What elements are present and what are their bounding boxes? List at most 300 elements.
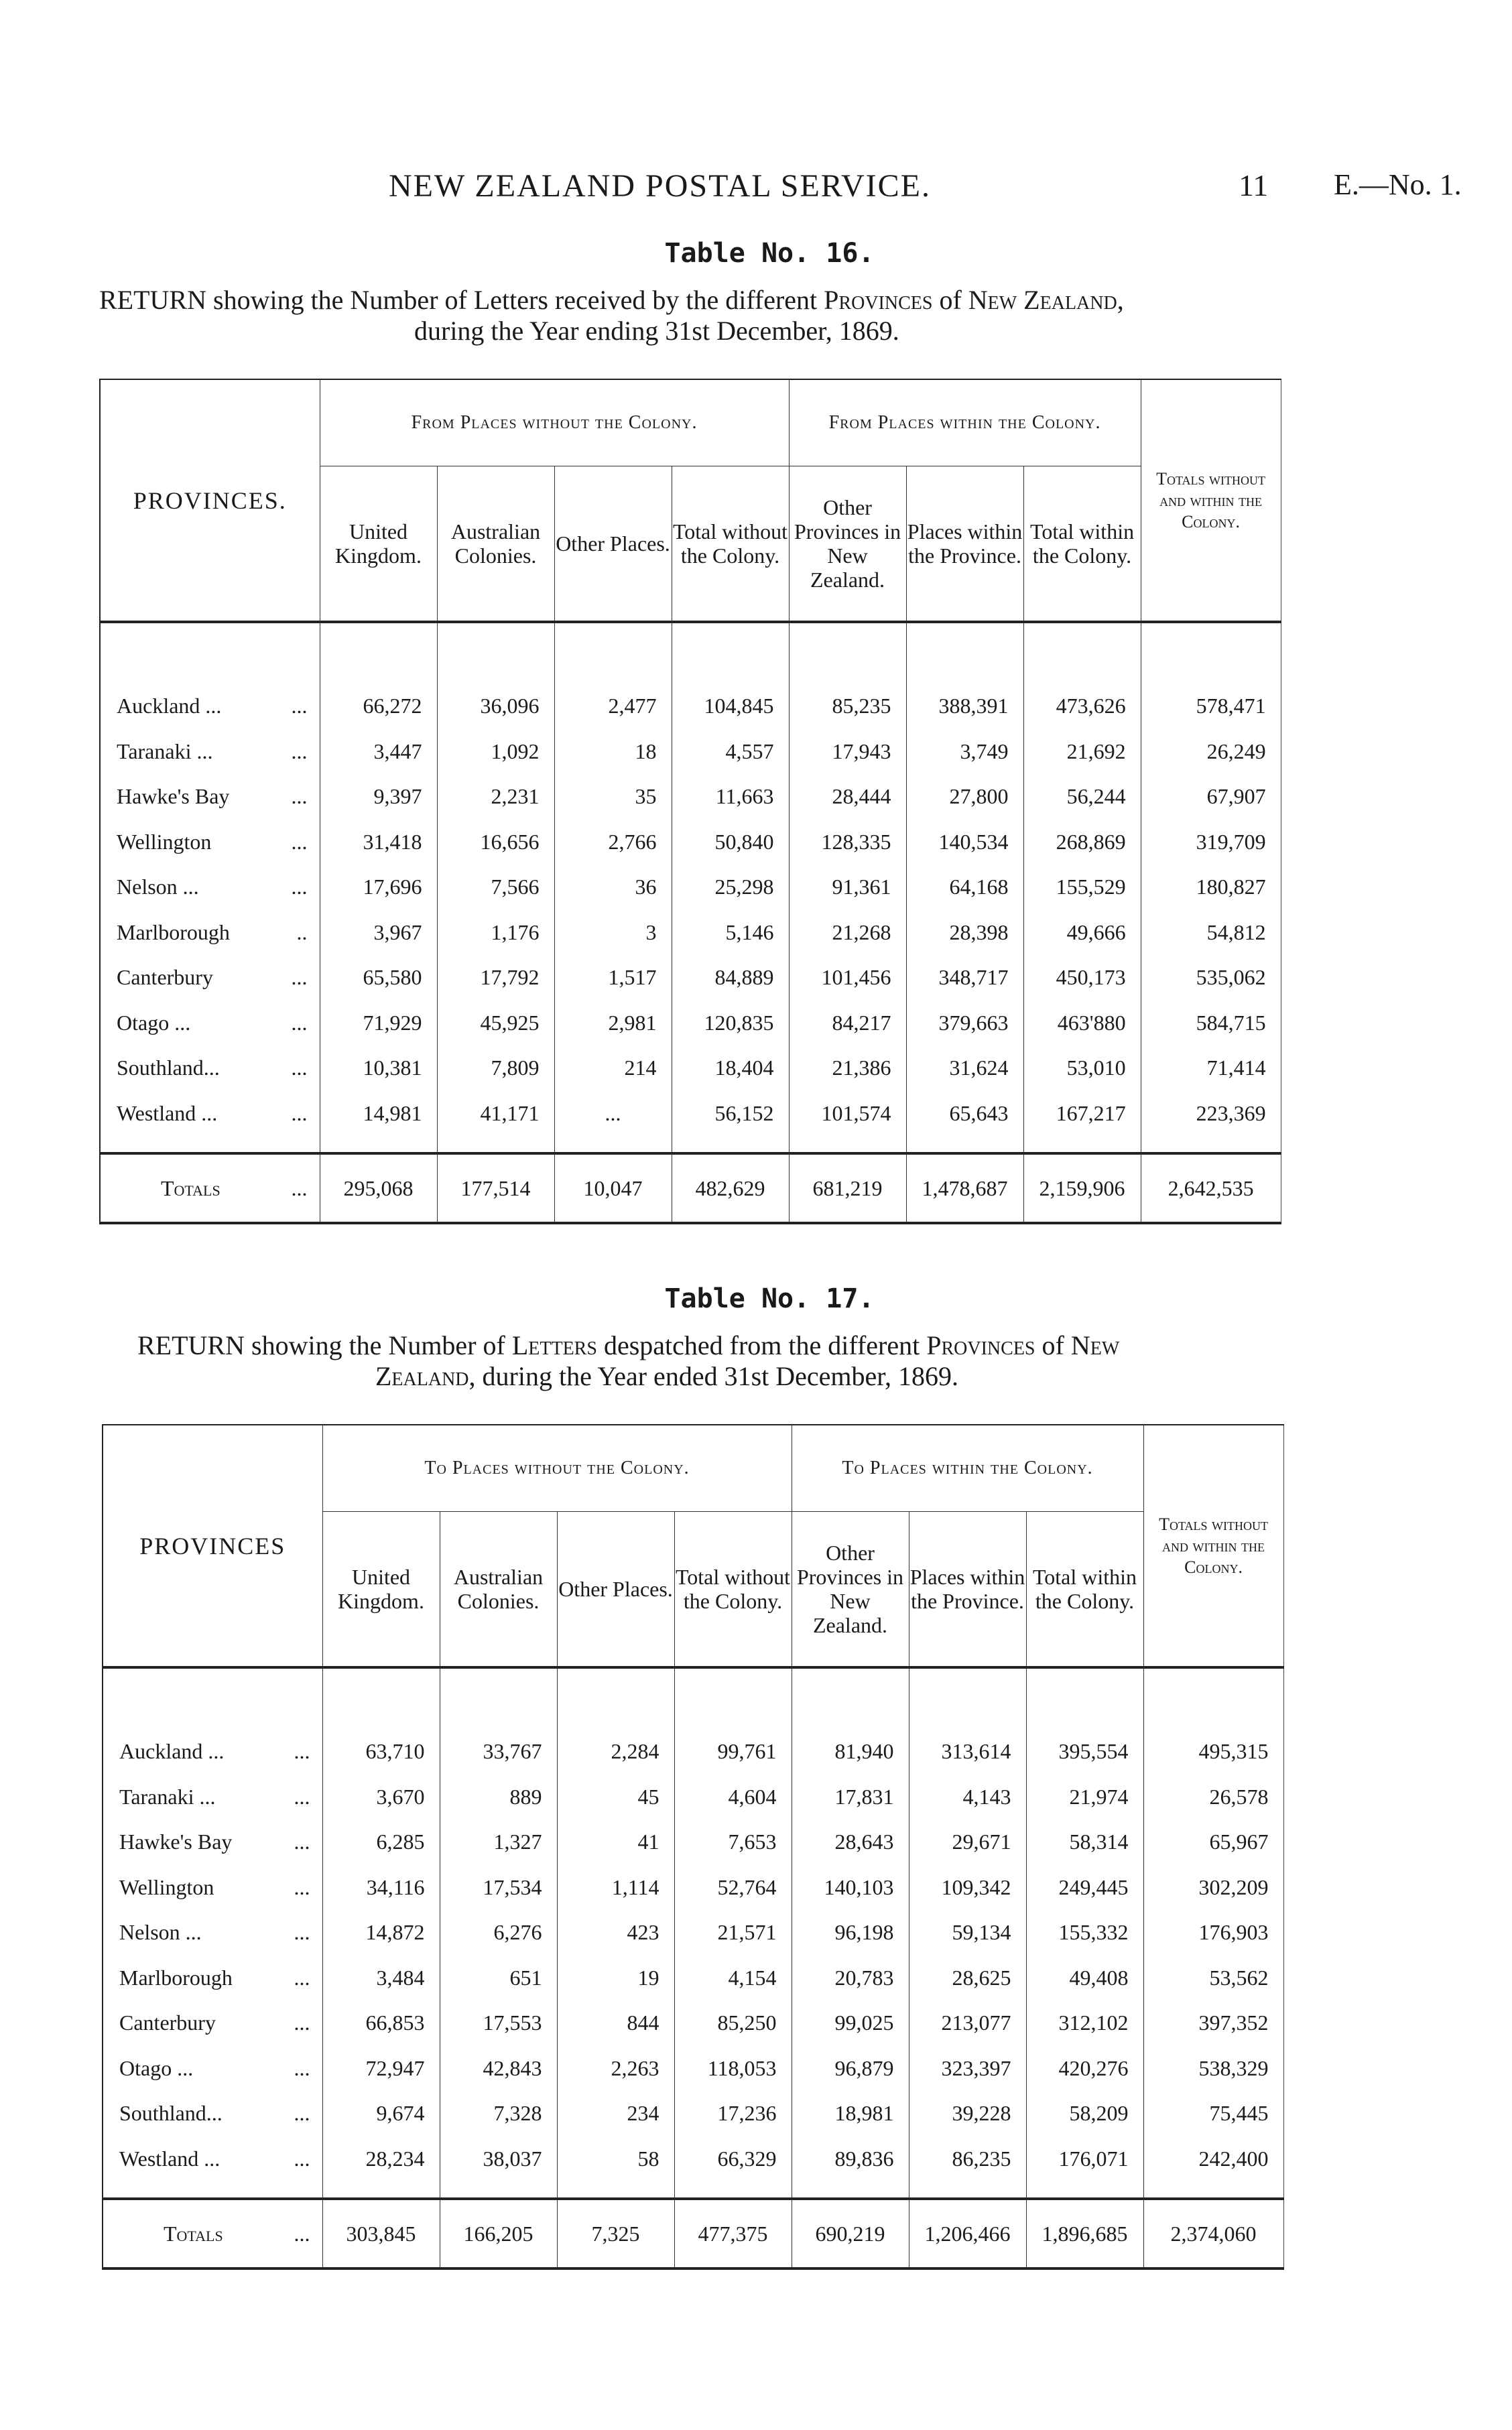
value-cell: 118,053 bbox=[674, 2046, 792, 2092]
value-cell: 176,071 bbox=[1026, 2136, 1143, 2182]
value-cell: 21,268 bbox=[789, 910, 906, 956]
province-name-cell bbox=[100, 684, 320, 729]
value-cell: 473,626 bbox=[1023, 684, 1141, 729]
value-cell: 101,456 bbox=[789, 955, 906, 1001]
col-header-united-kingdom: United Kingdom. bbox=[320, 466, 437, 623]
value-cell: 3,447 bbox=[320, 729, 437, 775]
value-cell: 2,231 bbox=[437, 774, 554, 820]
leader-dots: ... bbox=[291, 694, 308, 718]
value-cell: 6,285 bbox=[322, 1819, 440, 1865]
value-cell: 84,889 bbox=[672, 955, 789, 1001]
province-name: Taranaki ... bbox=[119, 1784, 216, 1809]
leader-dots: ... bbox=[294, 1784, 310, 1809]
value-cell: 3,749 bbox=[906, 729, 1023, 775]
provinces-header: PROVINCES. bbox=[133, 487, 287, 514]
table-row bbox=[103, 2000, 1283, 2046]
table-row bbox=[103, 1865, 1283, 1911]
total-value-cell: 2,374,060 bbox=[1143, 2199, 1283, 2268]
value-cell: 120,835 bbox=[672, 1001, 789, 1046]
value-cell: 2,477 bbox=[554, 684, 672, 729]
value-cell: 96,879 bbox=[792, 2046, 909, 2092]
value-cell: 71,414 bbox=[1141, 1045, 1281, 1091]
value-cell: 33,767 bbox=[440, 1729, 557, 1775]
table-row bbox=[100, 1045, 1281, 1091]
value-cell: 28,234 bbox=[322, 2136, 440, 2182]
table-row bbox=[103, 1910, 1283, 1956]
table-row bbox=[100, 910, 1281, 956]
leader-dots: ... bbox=[294, 1874, 310, 1899]
value-cell: 18,981 bbox=[792, 2091, 909, 2136]
table-row bbox=[100, 1001, 1281, 1046]
col-header-places-within-province: Places within the Province. bbox=[906, 466, 1023, 623]
value-cell: 3,484 bbox=[322, 1956, 440, 2001]
value-cell: 18 bbox=[554, 729, 672, 775]
col-header-australian-colonies: Australian Colonies. bbox=[440, 1512, 557, 1668]
value-cell: 214 bbox=[554, 1045, 672, 1091]
caption-line-1: RETURN showing the Number of Letters received by the different Provinces of New Zealand, bbox=[99, 285, 1124, 315]
province-name-cell bbox=[103, 1819, 322, 1865]
value-cell: 66,329 bbox=[674, 2136, 792, 2182]
value-cell: 65,643 bbox=[906, 1091, 1023, 1137]
value-cell: 56,244 bbox=[1023, 774, 1141, 820]
page-number: 11 bbox=[1239, 168, 1269, 202]
value-cell: 99,025 bbox=[792, 2000, 909, 2046]
value-cell: 85,235 bbox=[789, 684, 906, 729]
table-row bbox=[103, 2046, 1283, 2092]
province-name-cell bbox=[100, 865, 320, 910]
col-header-total-within: Total within the Colony. bbox=[1026, 1512, 1143, 1668]
group-header-without: To Places without the Colony. bbox=[322, 1425, 792, 1512]
value-cell: 323,397 bbox=[909, 2046, 1026, 2092]
province-name: Wellington bbox=[119, 1874, 214, 1899]
value-cell: 7,328 bbox=[440, 2091, 557, 2136]
value-cell: 9,397 bbox=[320, 774, 437, 820]
value-cell: 58,209 bbox=[1026, 2091, 1143, 2136]
value-cell: 538,329 bbox=[1143, 2046, 1283, 2092]
leader-dots: ... bbox=[291, 875, 308, 899]
province-name-cell bbox=[100, 910, 320, 956]
value-cell: 17,792 bbox=[437, 955, 554, 1001]
value-cell: 180,827 bbox=[1141, 865, 1281, 910]
value-cell: 91,361 bbox=[789, 865, 906, 910]
province-name-cell bbox=[100, 1045, 320, 1091]
leader-dots: ... bbox=[294, 2101, 310, 2126]
value-cell: 81,940 bbox=[792, 1729, 909, 1775]
value-cell: 36 bbox=[554, 865, 672, 910]
value-cell: 388,391 bbox=[906, 684, 1023, 729]
value-cell: 28,444 bbox=[789, 774, 906, 820]
table-row bbox=[103, 1956, 1283, 2001]
province-name: Wellington bbox=[117, 829, 212, 854]
value-cell: 45 bbox=[557, 1775, 674, 1820]
province-name: Southland... bbox=[117, 1056, 220, 1080]
province-name: Westland ... bbox=[117, 1100, 218, 1125]
leader-dots: ... bbox=[294, 2010, 310, 2035]
group-header-within: From Places within the Colony. bbox=[789, 379, 1141, 466]
value-cell: ... bbox=[554, 1091, 672, 1137]
table-17-body bbox=[103, 1667, 1283, 2268]
leader-dots: ... bbox=[291, 1175, 308, 1200]
province-name-cell bbox=[103, 1910, 322, 1956]
value-cell: 49,408 bbox=[1026, 1956, 1143, 2001]
value-cell: 397,352 bbox=[1143, 2000, 1283, 2046]
province-name-cell bbox=[103, 2000, 322, 2046]
total-value-cell: 7,325 bbox=[557, 2199, 674, 2268]
value-cell: 28,398 bbox=[906, 910, 1023, 956]
leader-dots: ... bbox=[291, 739, 308, 763]
value-cell: 59,134 bbox=[909, 1910, 1026, 1956]
province-name-cell bbox=[103, 1729, 322, 1775]
document-reference: E.—No. 1. bbox=[1334, 168, 1462, 201]
value-cell: 2,981 bbox=[554, 1001, 672, 1046]
table-row bbox=[100, 729, 1281, 775]
province-name: Auckland ... bbox=[119, 1739, 225, 1764]
col-header-other-places: Other Places. bbox=[554, 466, 672, 623]
value-cell: 423 bbox=[557, 1910, 674, 1956]
value-cell: 302,209 bbox=[1143, 1865, 1283, 1911]
value-cell: 21,386 bbox=[789, 1045, 906, 1091]
value-cell: 67,907 bbox=[1141, 774, 1281, 820]
value-cell: 889 bbox=[440, 1775, 557, 1820]
leader-dots: ... bbox=[291, 829, 308, 854]
leader-dots: ... bbox=[294, 2146, 310, 2171]
value-cell: 89,836 bbox=[792, 2136, 909, 2182]
totals-row bbox=[100, 1153, 1281, 1223]
value-cell: 65,967 bbox=[1143, 1819, 1283, 1865]
value-cell: 10,381 bbox=[320, 1045, 437, 1091]
province-name-cell bbox=[100, 729, 320, 775]
value-cell: 109,342 bbox=[909, 1865, 1026, 1911]
value-cell: 19 bbox=[557, 1956, 674, 2001]
value-cell: 450,173 bbox=[1023, 955, 1141, 1001]
leader-dots: ... bbox=[294, 1920, 310, 1945]
province-name: Hawke's Bay bbox=[117, 784, 230, 809]
value-cell: 584,715 bbox=[1141, 1001, 1281, 1046]
value-cell: 312,102 bbox=[1026, 2000, 1143, 2046]
value-cell: 578,471 bbox=[1141, 684, 1281, 729]
col-header-other-provinces: Other Provinces in New Zealand. bbox=[792, 1512, 909, 1668]
value-cell: 29,671 bbox=[909, 1819, 1026, 1865]
value-cell: 63,710 bbox=[322, 1729, 440, 1775]
value-cell: 463'880 bbox=[1023, 1001, 1141, 1046]
col-header-total-without: Total without the Colony. bbox=[672, 466, 789, 623]
province-name-cell bbox=[100, 1001, 320, 1046]
value-cell: 96,198 bbox=[792, 1910, 909, 1956]
value-cell: 268,869 bbox=[1023, 820, 1141, 865]
col-header-australian-colonies: Australian Colonies. bbox=[437, 466, 554, 623]
totals-label: Totals bbox=[164, 2221, 223, 2246]
col-header-total-within: Total within the Colony. bbox=[1023, 466, 1141, 623]
value-cell: 28,643 bbox=[792, 1819, 909, 1865]
col-header-places-within-province: Places within the Province. bbox=[909, 1512, 1026, 1668]
province-name: Westland ... bbox=[119, 2146, 220, 2171]
value-cell: 56,152 bbox=[672, 1091, 789, 1137]
value-cell: 21,692 bbox=[1023, 729, 1141, 775]
value-cell: 17,534 bbox=[440, 1865, 557, 1911]
value-cell: 4,604 bbox=[674, 1775, 792, 1820]
province-name-cell bbox=[103, 1775, 322, 1820]
value-cell: 17,553 bbox=[440, 2000, 557, 2046]
group-header-within: To Places within the Colony. bbox=[792, 1425, 1143, 1512]
value-cell: 7,566 bbox=[437, 865, 554, 910]
total-value-cell: 295,068 bbox=[320, 1153, 437, 1223]
value-cell: 155,529 bbox=[1023, 865, 1141, 910]
value-cell: 395,554 bbox=[1026, 1729, 1143, 1775]
province-name-cell bbox=[103, 1956, 322, 2001]
province-name-cell bbox=[100, 955, 320, 1001]
value-cell: 155,332 bbox=[1026, 1910, 1143, 1956]
totals-label-cell bbox=[100, 1153, 320, 1223]
value-cell: 140,534 bbox=[906, 820, 1023, 865]
province-name-cell bbox=[103, 2091, 322, 2136]
table-16 bbox=[99, 379, 1281, 1224]
value-cell: 319,709 bbox=[1141, 820, 1281, 865]
totals-label: Totals bbox=[161, 1175, 220, 1200]
value-cell: 3 bbox=[554, 910, 672, 956]
value-cell: 1,327 bbox=[440, 1819, 557, 1865]
total-value-cell: 1,478,687 bbox=[906, 1153, 1023, 1223]
value-cell: 101,574 bbox=[789, 1091, 906, 1137]
leader-dots: ... bbox=[294, 2221, 310, 2246]
col-header-other-provinces: Other Provinces in New Zealand. bbox=[789, 466, 906, 623]
totals-column-header: Totals without and within the Colony. bbox=[1141, 379, 1281, 622]
value-cell: 128,335 bbox=[789, 820, 906, 865]
total-value-cell: 1,206,466 bbox=[909, 2199, 1026, 2268]
leader-dots: .. bbox=[296, 919, 308, 944]
value-cell: 58,314 bbox=[1026, 1819, 1143, 1865]
province-name-cell bbox=[103, 2046, 322, 2092]
value-cell: 6,276 bbox=[440, 1910, 557, 1956]
value-cell: 25,298 bbox=[672, 865, 789, 910]
province-name: Otago ... bbox=[117, 1010, 191, 1035]
value-cell: 9,674 bbox=[322, 2091, 440, 2136]
table-16-body bbox=[100, 622, 1281, 1223]
value-cell: 65,580 bbox=[320, 955, 437, 1001]
value-cell: 2,284 bbox=[557, 1729, 674, 1775]
value-cell: 31,418 bbox=[320, 820, 437, 865]
value-cell: 28,625 bbox=[909, 1956, 1026, 2001]
total-value-cell: 166,205 bbox=[440, 2199, 557, 2268]
province-name: Southland... bbox=[119, 2101, 223, 2126]
value-cell: 36,096 bbox=[437, 684, 554, 729]
value-cell: 53,010 bbox=[1023, 1045, 1141, 1091]
province-name-cell bbox=[100, 774, 320, 820]
col-header-other-places: Other Places. bbox=[557, 1512, 674, 1668]
value-cell: 495,315 bbox=[1143, 1729, 1283, 1775]
value-cell: 167,217 bbox=[1023, 1091, 1141, 1137]
value-cell: 2,263 bbox=[557, 2046, 674, 2092]
value-cell: 348,717 bbox=[906, 955, 1023, 1001]
value-cell: 53,562 bbox=[1143, 1956, 1283, 2001]
leader-dots: ... bbox=[291, 1100, 308, 1125]
value-cell: 21,571 bbox=[674, 1910, 792, 1956]
table-16-title: Table No. 16. bbox=[664, 238, 875, 269]
table-17 bbox=[102, 1424, 1284, 2270]
province-name: Canterbury bbox=[119, 2010, 216, 2035]
value-cell: 45,925 bbox=[437, 1001, 554, 1046]
value-cell: 49,666 bbox=[1023, 910, 1141, 956]
province-name: Otago ... bbox=[119, 2055, 194, 2080]
value-cell: 50,840 bbox=[672, 820, 789, 865]
value-cell: 4,154 bbox=[674, 1956, 792, 2001]
value-cell: 249,445 bbox=[1026, 1865, 1143, 1911]
leader-dots: ... bbox=[294, 1739, 310, 1764]
province-name-cell bbox=[100, 820, 320, 865]
col-header-total-without: Total without the Colony. bbox=[674, 1512, 792, 1668]
total-value-cell: 2,159,906 bbox=[1023, 1153, 1141, 1223]
value-cell: 3,670 bbox=[322, 1775, 440, 1820]
leader-dots: ... bbox=[291, 1056, 308, 1080]
value-cell: 66,272 bbox=[320, 684, 437, 729]
value-cell: 1,517 bbox=[554, 955, 672, 1001]
province-name: Auckland ... bbox=[117, 694, 222, 718]
table-17-title: Table No. 17. bbox=[664, 1283, 875, 1314]
table-row bbox=[100, 865, 1281, 910]
total-value-cell: 2,642,535 bbox=[1141, 1153, 1281, 1223]
leader-dots: ... bbox=[294, 1830, 310, 1854]
value-cell: 85,250 bbox=[674, 2000, 792, 2046]
province-name: Hawke's Bay bbox=[119, 1830, 233, 1854]
value-cell: 1,176 bbox=[437, 910, 554, 956]
value-cell: 234 bbox=[557, 2091, 674, 2136]
value-cell: 176,903 bbox=[1143, 1910, 1283, 1956]
table-row bbox=[100, 774, 1281, 820]
value-cell: 379,663 bbox=[906, 1001, 1023, 1046]
value-cell: 2,766 bbox=[554, 820, 672, 865]
value-cell: 3,967 bbox=[320, 910, 437, 956]
value-cell: 66,853 bbox=[322, 2000, 440, 2046]
value-cell: 223,369 bbox=[1141, 1091, 1281, 1137]
value-cell: 5,146 bbox=[672, 910, 789, 956]
value-cell: 41 bbox=[557, 1819, 674, 1865]
province-name: Marlborough bbox=[119, 1965, 233, 1990]
value-cell: 17,831 bbox=[792, 1775, 909, 1820]
page-header bbox=[0, 168, 1512, 208]
value-cell: 41,171 bbox=[437, 1091, 554, 1137]
value-cell: 71,929 bbox=[320, 1001, 437, 1046]
value-cell: 26,578 bbox=[1143, 1775, 1283, 1820]
running-title: NEW ZEALAND POSTAL SERVICE. bbox=[389, 168, 931, 204]
value-cell: 18,404 bbox=[672, 1045, 789, 1091]
province-name-cell bbox=[100, 1091, 320, 1137]
value-cell: 11,663 bbox=[672, 774, 789, 820]
caption-line-2: Zealand, during the Year ended 31st December, 1869. bbox=[375, 1361, 958, 1391]
table-row bbox=[100, 955, 1281, 1001]
value-cell: 31,624 bbox=[906, 1045, 1023, 1091]
value-cell: 20,783 bbox=[792, 1956, 909, 2001]
value-cell: 17,696 bbox=[320, 865, 437, 910]
table-row bbox=[103, 2136, 1283, 2182]
col-header-united-kingdom: United Kingdom. bbox=[322, 1512, 440, 1668]
province-name-cell bbox=[103, 2136, 322, 2182]
value-cell: 17,943 bbox=[789, 729, 906, 775]
value-cell: 4,143 bbox=[909, 1775, 1026, 1820]
value-cell: 1,092 bbox=[437, 729, 554, 775]
province-name: Taranaki ... bbox=[117, 739, 213, 763]
value-cell: 26,249 bbox=[1141, 729, 1281, 775]
totals-row bbox=[103, 2199, 1283, 2268]
leader-dots: ... bbox=[291, 784, 308, 809]
table-row bbox=[103, 1729, 1283, 1775]
provinces-header: PROVINCES bbox=[139, 1532, 286, 1559]
value-cell: 38,037 bbox=[440, 2136, 557, 2182]
leader-dots: ... bbox=[294, 1965, 310, 1990]
value-cell: 213,077 bbox=[909, 2000, 1026, 2046]
total-value-cell: 177,514 bbox=[437, 1153, 554, 1223]
value-cell: 4,557 bbox=[672, 729, 789, 775]
value-cell: 14,872 bbox=[322, 1910, 440, 1956]
table-row bbox=[103, 2091, 1283, 2136]
value-cell: 35 bbox=[554, 774, 672, 820]
value-cell: 75,445 bbox=[1143, 2091, 1283, 2136]
total-value-cell: 303,845 bbox=[322, 2199, 440, 2268]
totals-label-cell bbox=[103, 2199, 322, 2268]
province-name: Marlborough bbox=[117, 919, 230, 944]
value-cell: 17,236 bbox=[674, 2091, 792, 2136]
table-row bbox=[100, 820, 1281, 865]
total-value-cell: 681,219 bbox=[789, 1153, 906, 1223]
caption-line-2: during the Year ending 31st December, 1869. bbox=[414, 316, 899, 346]
value-cell: 84,217 bbox=[789, 1001, 906, 1046]
value-cell: 7,653 bbox=[674, 1819, 792, 1865]
value-cell: 140,103 bbox=[792, 1865, 909, 1911]
value-cell: 535,062 bbox=[1141, 955, 1281, 1001]
total-value-cell: 482,629 bbox=[672, 1153, 789, 1223]
leader-dots: ... bbox=[294, 2055, 310, 2080]
table-16-caption bbox=[99, 285, 1279, 352]
value-cell: 242,400 bbox=[1143, 2136, 1283, 2182]
value-cell: 651 bbox=[440, 1956, 557, 2001]
province-name: Canterbury bbox=[117, 965, 213, 990]
value-cell: 86,235 bbox=[909, 2136, 1026, 2182]
value-cell: 39,228 bbox=[909, 2091, 1026, 2136]
value-cell: 34,116 bbox=[322, 1865, 440, 1911]
total-value-cell: 690,219 bbox=[792, 2199, 909, 2268]
total-value-cell: 477,375 bbox=[674, 2199, 792, 2268]
total-value-cell: 10,047 bbox=[554, 1153, 672, 1223]
totals-column-header: Totals without and within the Colony. bbox=[1143, 1425, 1283, 1667]
value-cell: 420,276 bbox=[1026, 2046, 1143, 2092]
table-17-caption bbox=[137, 1330, 1290, 1397]
caption-line-1: RETURN showing the Number of Letters despatched from the different Provinces of New bbox=[137, 1330, 1120, 1360]
leader-dots: ... bbox=[291, 1010, 308, 1035]
value-cell: 844 bbox=[557, 2000, 674, 2046]
table-row bbox=[103, 1819, 1283, 1865]
table-row bbox=[100, 1091, 1281, 1137]
value-cell: 1,114 bbox=[557, 1865, 674, 1911]
province-name: Nelson ... bbox=[119, 1920, 202, 1945]
value-cell: 52,764 bbox=[674, 1865, 792, 1911]
value-cell: 313,614 bbox=[909, 1729, 1026, 1775]
province-name: Nelson ... bbox=[117, 875, 199, 899]
table-row bbox=[103, 1775, 1283, 1820]
group-header-without: From Places without the Colony. bbox=[320, 379, 789, 466]
value-cell: 99,761 bbox=[674, 1729, 792, 1775]
value-cell: 27,800 bbox=[906, 774, 1023, 820]
value-cell: 21,974 bbox=[1026, 1775, 1143, 1820]
value-cell: 42,843 bbox=[440, 2046, 557, 2092]
value-cell: 72,947 bbox=[322, 2046, 440, 2092]
value-cell: 14,981 bbox=[320, 1091, 437, 1137]
value-cell: 7,809 bbox=[437, 1045, 554, 1091]
value-cell: 58 bbox=[557, 2136, 674, 2182]
total-value-cell: 1,896,685 bbox=[1026, 2199, 1143, 2268]
leader-dots: ... bbox=[291, 965, 308, 990]
table-row bbox=[100, 684, 1281, 729]
province-name-cell bbox=[103, 1865, 322, 1911]
value-cell: 104,845 bbox=[672, 684, 789, 729]
value-cell: 54,812 bbox=[1141, 910, 1281, 956]
